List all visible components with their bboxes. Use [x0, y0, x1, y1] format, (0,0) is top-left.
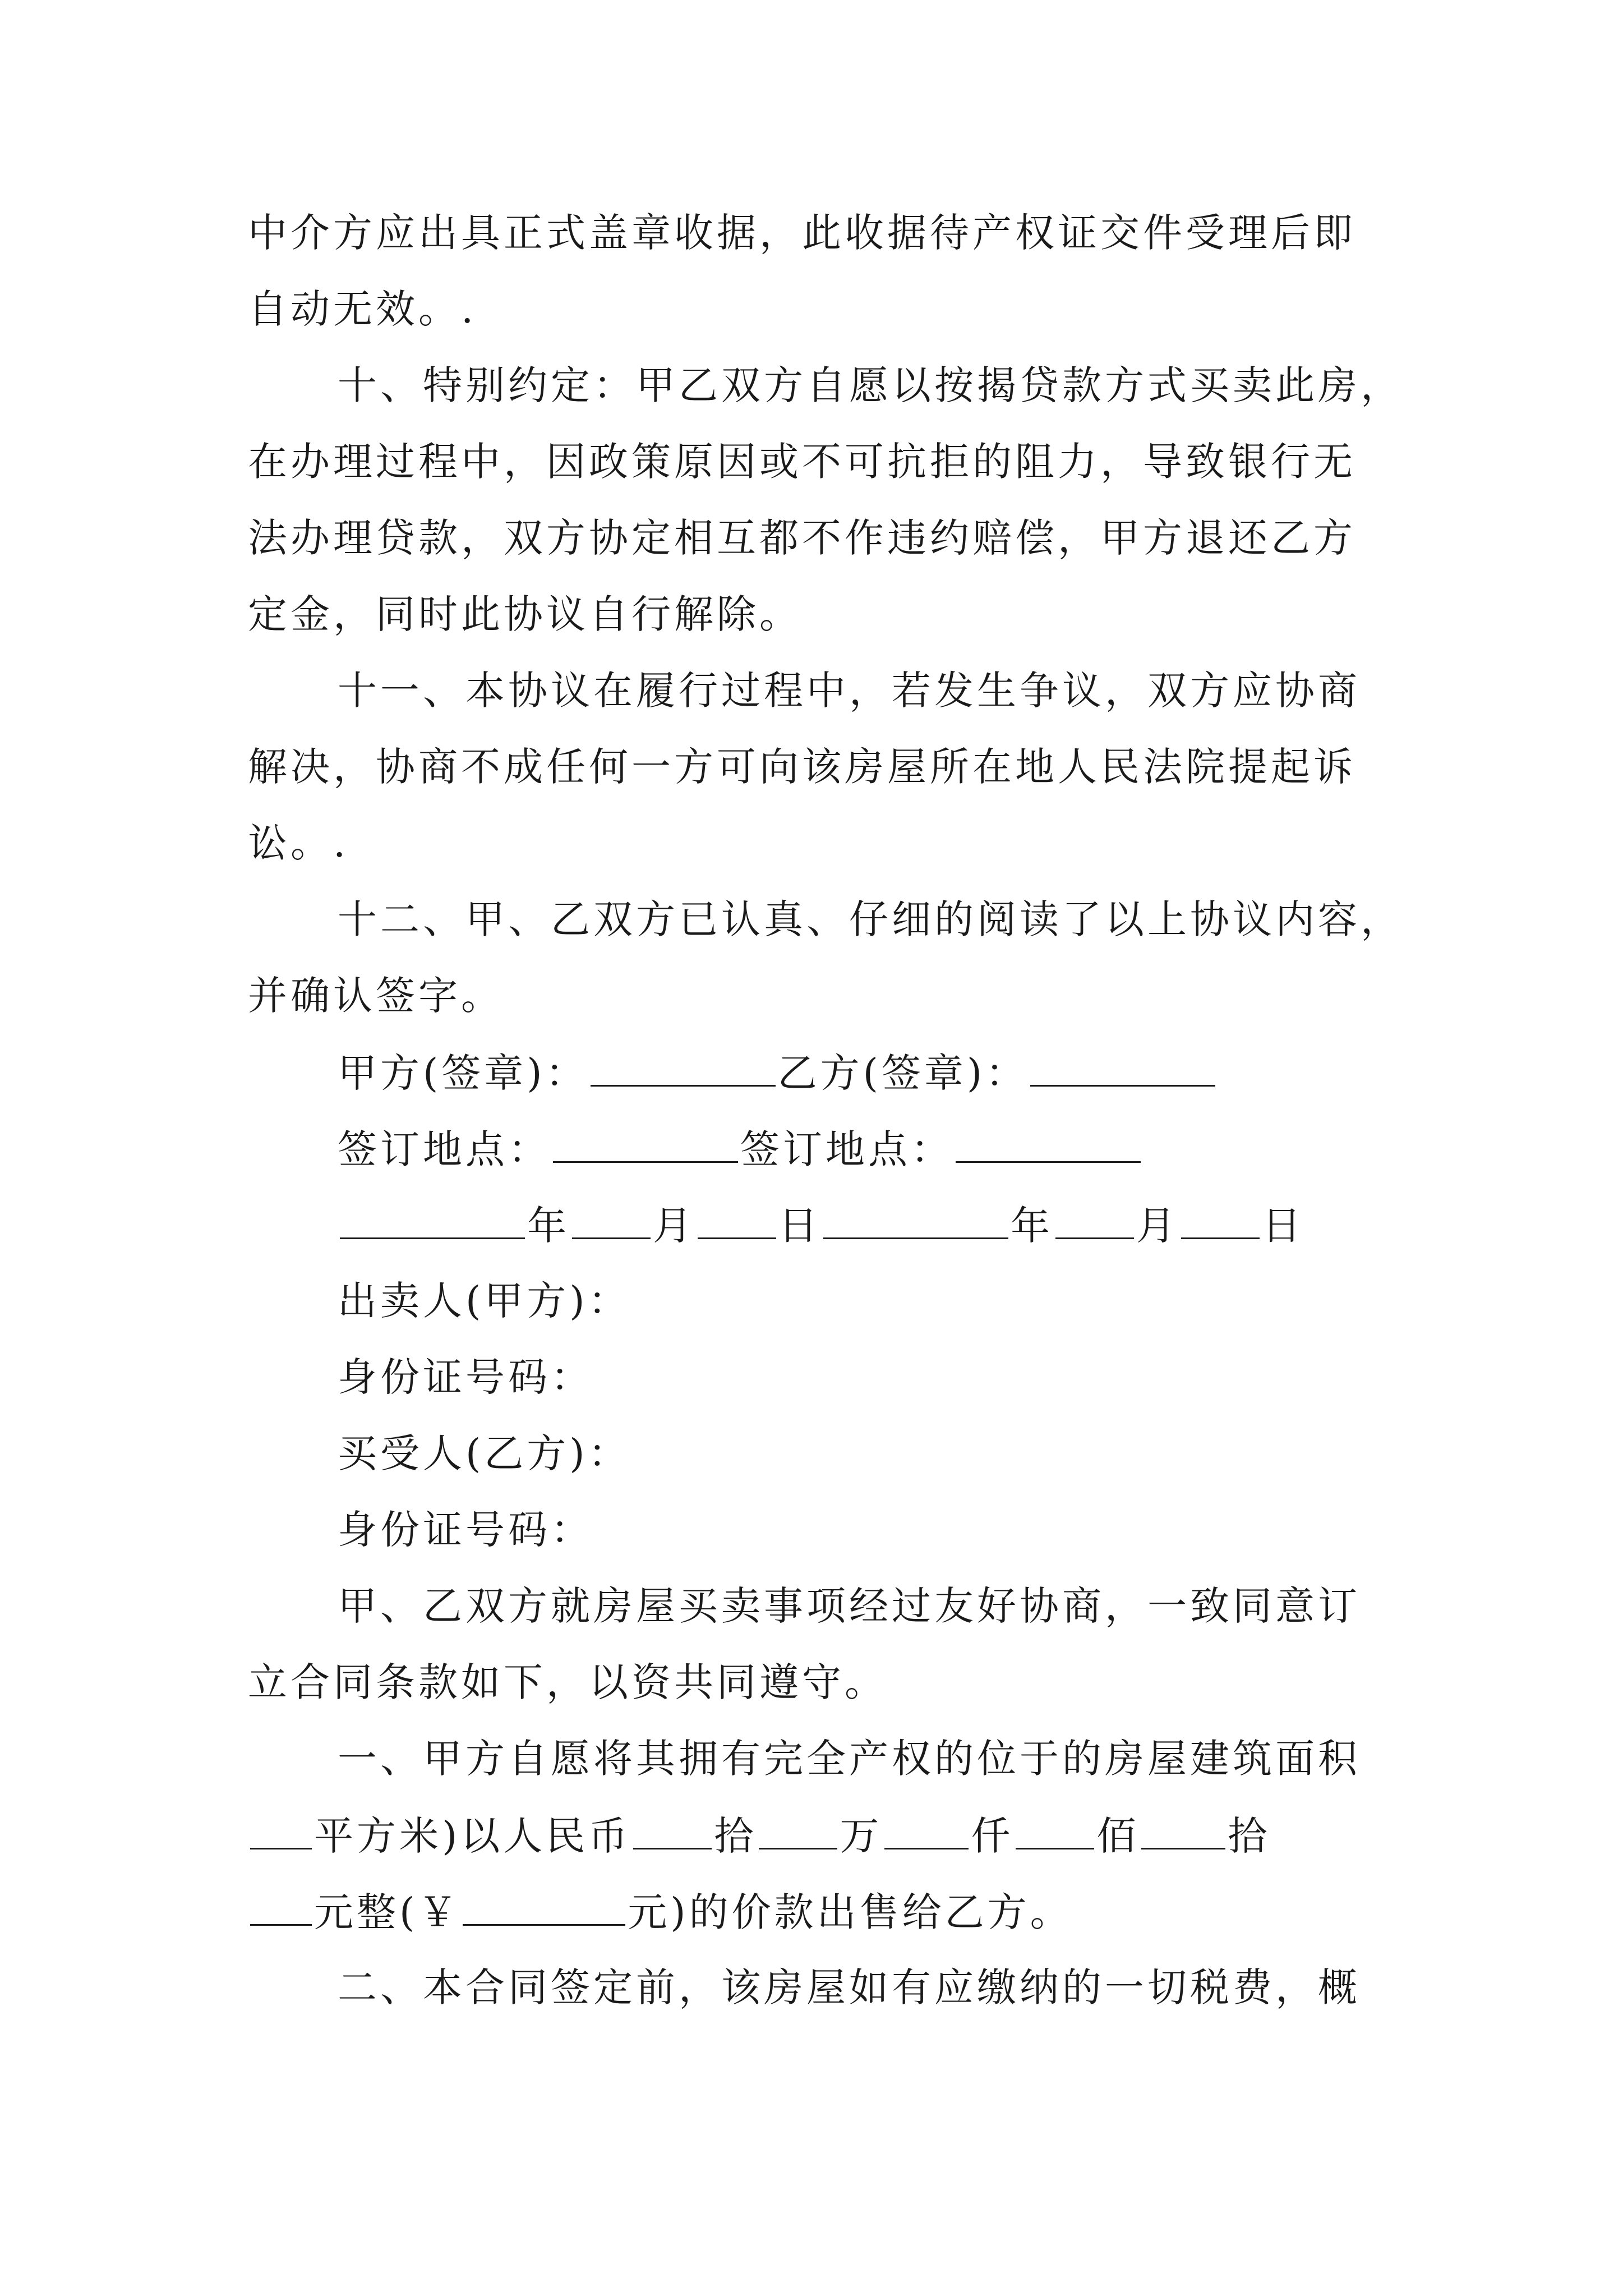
month-label: 月 — [653, 1203, 695, 1249]
paragraph-line: 中介方应出具正式盖章收据，此收据待产权证交件受理后即 — [248, 210, 1356, 256]
place-b-label: 签订地点： — [740, 1126, 953, 1172]
day-blank — [1181, 1205, 1260, 1239]
paragraph-line: 定金，同时此协议自行解除。 — [248, 591, 802, 637]
seller-id-label: 身份证号码： — [338, 1354, 593, 1400]
amount-unit-label: 佰 — [1096, 1813, 1140, 1859]
paragraph-line: 讼。. — [248, 820, 349, 866]
total-suffix-label: 元)的价款出售给乙方。 — [628, 1889, 1073, 1935]
clause-12-heading: 十二、甲、乙双方已认真、仔细的阅读了以上协议内容， — [338, 896, 1403, 942]
amount-unit-label: 万 — [840, 1813, 883, 1859]
total-prefix-label: 元整(￥ — [314, 1889, 461, 1935]
signing-date-row — [338, 1203, 1304, 1249]
year-label: 年 — [527, 1203, 570, 1249]
amount-unit-label: 拾 — [1228, 1813, 1271, 1859]
amount-blank — [759, 1815, 837, 1849]
amount-blank — [1016, 1815, 1094, 1849]
day-label: 日 — [1262, 1203, 1304, 1249]
paragraph-line: 立合同条款如下，以资共同遵守。 — [248, 1659, 887, 1705]
clause-1-heading: 一、甲方自愿将其拥有完全产权的位于的房屋建筑面积 — [338, 1736, 1361, 1782]
amount-unit-label: 拾 — [714, 1813, 757, 1859]
price-total-row — [248, 1889, 1073, 1935]
place-b-blank — [956, 1129, 1141, 1163]
party-b-signature-blank — [1030, 1052, 1215, 1087]
paragraph-line: 自动无效。. — [248, 286, 477, 332]
amount-blank — [250, 1892, 312, 1926]
month-blank — [1055, 1205, 1134, 1239]
clause-2-heading: 二、本合同签定前，该房屋如有应缴纳的一切税费，概 — [338, 1964, 1361, 2010]
clause-10-heading: 十、特别约定：甲乙双方自愿以按揭贷款方式买卖此房， — [338, 362, 1403, 408]
buyer-label: 买受人(乙方)： — [338, 1430, 631, 1476]
signature-row — [338, 1050, 1218, 1096]
year-blank — [823, 1205, 1008, 1239]
intro-line: 甲、乙双方就房屋买卖事项经过友好协商，一致同意订 — [338, 1583, 1361, 1629]
clause-11-heading: 十一、本协议在履行过程中，若发生争议，双方应协商 — [338, 668, 1361, 714]
party-b-signature-label: 乙方(签章)： — [777, 1050, 1029, 1096]
month-label: 月 — [1136, 1203, 1179, 1249]
party-a-signature-label: 甲方(签章)： — [338, 1050, 588, 1096]
amount-blank — [1141, 1815, 1225, 1849]
paragraph-line: 解决，协商不成任何一方可向该房屋所在地人民法院提起诉 — [248, 744, 1356, 790]
party-a-signature-blank — [591, 1052, 776, 1087]
area-blank — [250, 1815, 312, 1849]
area-unit-label: 平方米)以人民币 — [314, 1813, 631, 1859]
seller-label: 出卖人(甲方)： — [338, 1278, 631, 1324]
day-label: 日 — [778, 1203, 821, 1249]
price-row — [248, 1813, 1271, 1859]
signing-place-row — [338, 1126, 1143, 1172]
place-a-blank — [553, 1129, 738, 1163]
paragraph-line: 并确认签字。 — [248, 973, 504, 1019]
month-blank — [572, 1205, 651, 1239]
amount-unit-label: 仟 — [971, 1813, 1014, 1859]
paragraph-line: 在办理过程中，因政策原因或不可抗拒的阻力，导致银行无 — [248, 439, 1356, 485]
year-blank — [340, 1205, 525, 1239]
total-amount-blank — [463, 1892, 625, 1926]
place-a-label: 签订地点： — [338, 1126, 551, 1172]
amount-blank — [633, 1815, 712, 1849]
amount-blank — [884, 1815, 969, 1849]
buyer-id-label: 身份证号码： — [338, 1507, 593, 1553]
year-label: 年 — [1011, 1203, 1053, 1249]
paragraph-line: 法办理贷款，双方协定相互都不作违约赔偿，甲方退还乙方 — [248, 515, 1356, 561]
day-blank — [698, 1205, 776, 1239]
